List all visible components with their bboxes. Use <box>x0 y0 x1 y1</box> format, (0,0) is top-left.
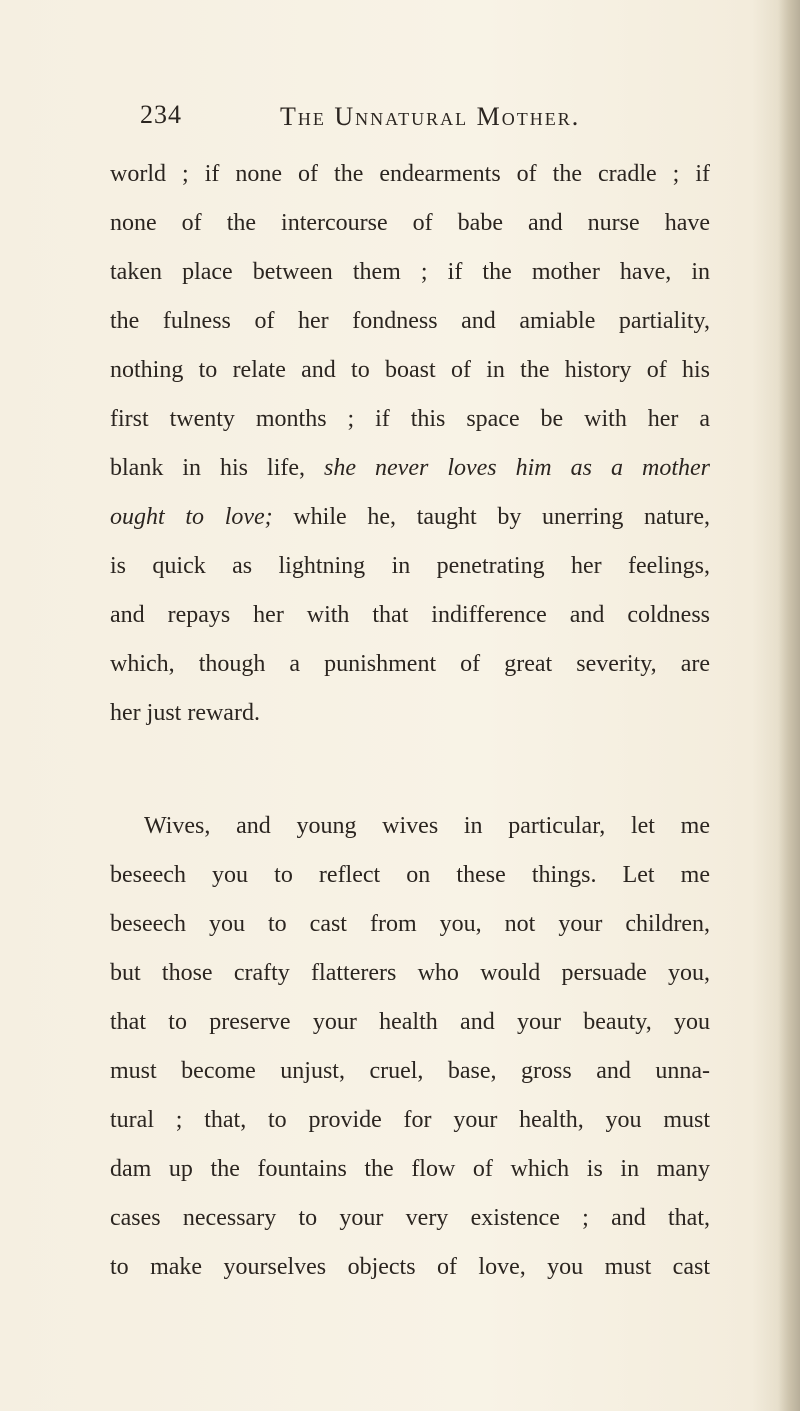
text-line: must become unjust, cruel, base, gross and unna- <box>110 1058 710 1084</box>
page-header <box>140 100 660 144</box>
italic-text-run: ought to love; <box>110 504 273 530</box>
text-line: beseech you to cast from you, not your children, <box>110 911 710 937</box>
text-line: nothing to relate and to boast of in the history of his <box>110 357 710 383</box>
body-text <box>110 150 710 1292</box>
text-line: the fulness of her fondness and amiable partiality, <box>110 308 710 334</box>
page-number: 234 <box>140 100 182 129</box>
text-line: to make yourselves objects of love, you must cast <box>110 1254 710 1280</box>
text-line: her just reward. <box>110 700 260 726</box>
paragraph-gap <box>110 738 710 802</box>
text-line: which, though a punishment of great severity, are <box>110 651 710 677</box>
running-title: The Unnatural Mother. <box>280 102 581 131</box>
text-line: Wives, and young wives in particular, let me <box>144 813 710 839</box>
text-run: while he, taught by unerring nature, <box>272 504 710 530</box>
paragraph-1 <box>110 150 710 738</box>
text-line <box>110 444 710 493</box>
text-line <box>110 493 710 542</box>
page-edge-shadow <box>778 0 800 1411</box>
text-line: world ; if none of the endearments of the cradle ; if <box>110 161 710 187</box>
paragraph-2 <box>110 802 710 1292</box>
text-line: cases necessary to your very existence ; and that, <box>110 1205 710 1231</box>
text-line: taken place between them ; if the mother have, in <box>110 259 710 285</box>
text-line: first twenty months ; if this space be with her a <box>110 406 710 432</box>
text-line: tural ; that, to provide for your health, you must <box>110 1107 710 1133</box>
text-line: and repays her with that indifference and coldness <box>110 602 710 628</box>
text-line: beseech you to reflect on these things. Let me <box>110 862 710 888</box>
text-run: blank in his life, <box>110 455 325 481</box>
italic-text-run: she never loves him as a mother <box>324 455 710 481</box>
text-line: is quick as lightning in penetrating her feelings, <box>110 553 710 579</box>
text-line: dam up the fountains the flow of which is in many <box>110 1156 710 1182</box>
text-line: but those crafty flatterers who would persuade you, <box>110 960 710 986</box>
text-line: that to preserve your health and your beauty, you <box>110 1009 710 1035</box>
text-line: none of the intercourse of babe and nurse have <box>110 210 710 236</box>
